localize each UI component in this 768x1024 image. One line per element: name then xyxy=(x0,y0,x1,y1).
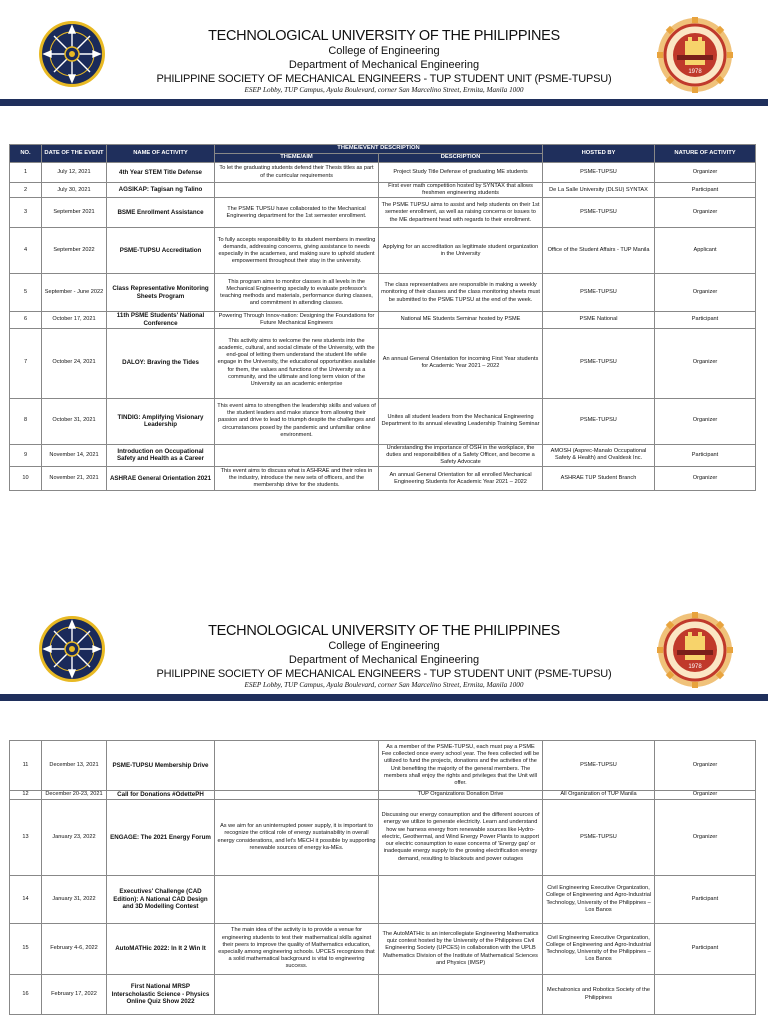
table-row xyxy=(10,163,756,183)
department-name: Department of Mechanical Engineering xyxy=(288,59,480,71)
cell-name: TINDIG: Amplifying Visionary Leadership xyxy=(107,398,215,444)
cell-theme: The main idea of the activity is to provide a venue for engineering students to test their mathematical skills against their peers to improve the quality of Mathematics education, especially among engineering schools. UPCES recognizes that a solid mathematical background is vital to engineering success. xyxy=(215,924,379,975)
cell-description: An annual General Orientation for incoming First Year students for Academic Year 2021 – 2022 xyxy=(379,328,543,398)
cell-date: November 14, 2021 xyxy=(42,444,107,467)
activities-table xyxy=(9,144,756,491)
cell-date: January 31, 2022 xyxy=(42,876,107,924)
document-page-2 xyxy=(0,595,768,1024)
cell-description: An annual General Orientation for all enrolled Mechanical Engineering Students for Academic Year 2021 – 2022 xyxy=(379,467,543,491)
cell-no: 9 xyxy=(10,444,42,467)
cell-date: September 2021 xyxy=(42,198,107,228)
cell-theme xyxy=(215,183,379,198)
cell-no: 10 xyxy=(10,467,42,491)
cell-no: 6 xyxy=(10,312,42,328)
cell-theme: To let the graduating students defend their Thesis titles as part of the curricular requirements xyxy=(215,163,379,183)
cell-name: ASHRAE General Orientation 2021 xyxy=(107,467,215,491)
cell-theme: The PSME TUPSU have collaborated to the Mechanical Engineering department for the 1st semester enrollment. xyxy=(215,198,379,228)
cell-nature: Applicant xyxy=(655,228,756,274)
cell-theme: Powering Through Innov-nation: Designing the Foundations for Future Mechanical Engineers xyxy=(215,312,379,328)
col-header-theme-group: THEME/EVENT DESCRIPTION xyxy=(215,145,543,154)
cell-nature: Organizer xyxy=(655,467,756,491)
cell-date: January 23, 2022 xyxy=(42,800,107,876)
cell-no: 13 xyxy=(10,800,42,876)
cell-theme: This event aims to strengthen the leadership skills and values of the student leaders and make stance from allowing their passion and drive to lead to triumph despite the challenges and circumstances posed by the pandemic and unfamiliar online environment. xyxy=(215,398,379,444)
cell-hosted: Mechatronics and Robotics Society of the Philippines xyxy=(543,975,655,1015)
cell-name: 4th Year STEM Title Defense xyxy=(107,163,215,183)
cell-theme: This activity aims to welcome the new students into the academic, cultural, and social climate of the University, with the end-goal of letting them understand the student life while engage in the University, the educational opportunities available for them, the values and functions of the University as a community, and the ultimate and long term vision of the University as an academic enterprise xyxy=(215,328,379,398)
cell-nature: Participant xyxy=(655,444,756,467)
cell-nature: Organizer xyxy=(655,398,756,444)
cell-date: October 31, 2021 xyxy=(42,398,107,444)
cell-no: 16 xyxy=(10,975,42,1015)
letterhead xyxy=(0,595,768,701)
cell-date: November 21, 2021 xyxy=(42,467,107,491)
cell-no: 12 xyxy=(10,791,42,800)
university-name: TECHNOLOGICAL UNIVERSITY OF THE PHILIPPINES xyxy=(208,623,560,639)
cell-name: 11th PSME Students' National Conference xyxy=(107,312,215,328)
cell-hosted: De La Salle University (DLSU) SYNTAX xyxy=(543,183,655,198)
cell-description xyxy=(379,876,543,924)
table-row xyxy=(10,924,756,975)
cell-theme xyxy=(215,444,379,467)
cell-nature: Participant xyxy=(655,183,756,198)
table-row xyxy=(10,312,756,328)
col-header-hosted: HOSTED BY xyxy=(543,145,655,163)
cell-hosted: PSME-TUPSU xyxy=(543,741,655,791)
cell-hosted: PSME-TUPSU xyxy=(543,398,655,444)
address: ESEP Lobby, TUP Campus, Ayala Boulevard, corner San Marcelino Street, Ermita, Manila 1000 xyxy=(244,681,524,689)
cell-no: 14 xyxy=(10,876,42,924)
table-row xyxy=(10,328,756,398)
cell-nature: Organizer xyxy=(655,800,756,876)
cell-nature: Organizer xyxy=(655,274,756,312)
table-row xyxy=(10,800,756,876)
cell-name: Class Representative Monitoring Sheets Program xyxy=(107,274,215,312)
cell-name: AGSIKAP: Tagisan ng Talino xyxy=(107,183,215,198)
cell-hosted: Office of the Student Affairs - TUP Manila xyxy=(543,228,655,274)
cell-nature: Organizer xyxy=(655,328,756,398)
table-row xyxy=(10,398,756,444)
cell-nature: Participant xyxy=(655,876,756,924)
cell-theme xyxy=(215,975,379,1015)
table-row xyxy=(10,975,756,1015)
table-row xyxy=(10,791,756,800)
col-header-no: NO. xyxy=(10,145,42,163)
cell-no: 8 xyxy=(10,398,42,444)
cell-name: First National MRSP Interscholastic Science - Physics Online Quiz Show 2022 xyxy=(107,975,215,1015)
table-row xyxy=(10,876,756,924)
cell-theme xyxy=(215,791,379,800)
cell-hosted: ASHRAE TUP Student Branch xyxy=(543,467,655,491)
cell-hosted: PSME-TUPSU xyxy=(543,800,655,876)
cell-theme: To fully accepts responsibility to its student members in meeting demands, addressing concerns, giving assistance to needs especially in the academes, and making sure to uphold student empowerment throughout their stay in the university. xyxy=(215,228,379,274)
cell-description xyxy=(379,975,543,1015)
cell-name: Introduction on Occupational Safety and Health as a Career xyxy=(107,444,215,467)
activities-table-continued xyxy=(9,740,756,1015)
college-name: College of Engineering xyxy=(328,640,440,652)
cell-date: July 30, 2021 xyxy=(42,183,107,198)
letterhead xyxy=(0,0,768,106)
cell-description: Understanding the importance of OSH in the workplace, the duties and responsibilities of a Safety Officer, and become a Safety Advocate xyxy=(379,444,543,467)
cell-date: October 24, 2021 xyxy=(42,328,107,398)
cell-date: February 17, 2022 xyxy=(42,975,107,1015)
cell-name: PSME-TUPSU Accreditation xyxy=(107,228,215,274)
tup-seal-icon xyxy=(38,20,106,93)
cell-description: First ever math competition hosted by SYNTAX that allows freshmen engineering students xyxy=(379,183,543,198)
cell-date: February 4-6, 2022 xyxy=(42,924,107,975)
cell-no: 7 xyxy=(10,328,42,398)
cell-description: The class representatives are responsible in making a weekly monitoring of their classes and the class monitoring sheets must be submitted to the PSME TUPSU at the end of the week. xyxy=(379,274,543,312)
cell-no: 2 xyxy=(10,183,42,198)
header-divider xyxy=(0,694,768,701)
college-name: College of Engineering xyxy=(328,45,440,57)
cell-description: Applying for an accreditation as legitimate student organization in the University xyxy=(379,228,543,274)
cell-hosted: Civil Engineering Executive Organization, College of Engineering and Agro-Industrial Technology, University of the Philippines – Los Banos xyxy=(543,924,655,975)
table-row xyxy=(10,741,756,791)
cell-hosted: PSME-TUPSU xyxy=(543,198,655,228)
cell-nature: Participant xyxy=(655,924,756,975)
cell-name: Executives' Challenge (CAD Edition): A National CAD Design and 3D Modelling Contest xyxy=(107,876,215,924)
cell-nature xyxy=(655,975,756,1015)
cell-date: October 17, 2021 xyxy=(42,312,107,328)
cell-description: TUP Organizations Donation Drive xyxy=(379,791,543,800)
cell-hosted: PSME-TUPSU xyxy=(543,328,655,398)
cell-nature: Organizer xyxy=(655,791,756,800)
society-name: PHILIPPINE SOCIETY OF MECHANICAL ENGINEERS - TUP STUDENT UNIT (PSME-TUPSU) xyxy=(156,668,612,680)
psme-seal-icon xyxy=(657,17,733,98)
cell-nature: Organizer xyxy=(655,198,756,228)
cell-hosted: All Organization of TUP Manila xyxy=(543,791,655,800)
svg-text:1978: 1978 xyxy=(688,664,702,670)
university-name: TECHNOLOGICAL UNIVERSITY OF THE PHILIPPINES xyxy=(208,28,560,44)
cell-no: 3 xyxy=(10,198,42,228)
address: ESEP Lobby, TUP Campus, Ayala Boulevard, corner San Marcelino Street, Ermita, Manila 1000 xyxy=(244,86,524,94)
cell-nature: Organizer xyxy=(655,741,756,791)
cell-date: September - June 2022 xyxy=(42,274,107,312)
cell-theme xyxy=(215,876,379,924)
col-header-nature: NATURE OF ACTIVITY xyxy=(655,145,756,163)
tup-seal-icon xyxy=(38,615,106,688)
header-divider xyxy=(0,99,768,106)
table-row xyxy=(10,228,756,274)
department-name: Department of Mechanical Engineering xyxy=(288,654,480,666)
cell-name: DALOY: Braving the Tides xyxy=(107,328,215,398)
table-row xyxy=(10,183,756,198)
cell-no: 5 xyxy=(10,274,42,312)
col-header-description: DESCRIPTION xyxy=(379,154,543,163)
cell-description: As a member of the PSME-TUPSU, each must pay a PSME Fee collected once every school year. The fees collected will be utilized to fund the projects, donations and the activities of the Unit benefiting the majority of the general members. The members shall enjoy the rights and privileges that the Unit will offer. xyxy=(379,741,543,791)
cell-hosted: Civil Engineering Executive Organization, College of Engineering and Agro-Industrial Technology, University of the Philippines – Los Banos xyxy=(543,876,655,924)
col-header-theme: THEME/AIM xyxy=(215,154,379,163)
cell-date: December 13, 2021 xyxy=(42,741,107,791)
cell-name: PSME-TUPSU Membership Drive xyxy=(107,741,215,791)
cell-date: December 20-23, 2021 xyxy=(42,791,107,800)
col-header-name: NAME OF ACTIVITY xyxy=(107,145,215,163)
cell-description: Unites all student leaders from the Mechanical Engineering Department to its annual elevating Leadership Training Seminar xyxy=(379,398,543,444)
cell-description: The AutoMATHic is an intercollegiate Engineering Mathematics quiz contest hosted by the University of the Philippines Civil Engineering Society (UPCES) in collaboration with the UPLB Mathematics Division of the Institute of Mathematical Sciences and Physics (IMSP) xyxy=(379,924,543,975)
cell-no: 11 xyxy=(10,741,42,791)
table-row xyxy=(10,274,756,312)
cell-description: Discussing our energy consumption and the different sources of energy we utilize to generate electricity. Learn and understand how we harness energy from renewable sources like Hydro-electric, Geothermal, and Wind Energy Power Plants to support our electric consumption to ease concerns of 'Energy gap' or inadequate energy supply to the growing electrification energy demand, resulting to blackouts and power outages xyxy=(379,800,543,876)
cell-date: September 2022 xyxy=(42,228,107,274)
table-row xyxy=(10,444,756,467)
cell-date: July 12, 2021 xyxy=(42,163,107,183)
cell-name: BSME Enrollment Assistance xyxy=(107,198,215,228)
cell-no: 1 xyxy=(10,163,42,183)
cell-no: 4 xyxy=(10,228,42,274)
cell-theme xyxy=(215,741,379,791)
cell-theme: This program aims to monitor classes in all levels in the Mechanical Engineering specially to evaluate professor's teaching methods and materials, performance during classes, and commitment in attending classes. xyxy=(215,274,379,312)
svg-text:1978: 1978 xyxy=(688,69,702,75)
cell-no: 15 xyxy=(10,924,42,975)
cell-name: Call for Donations #OdettePH xyxy=(107,791,215,800)
cell-hosted: PSME-TUPSU xyxy=(543,274,655,312)
table-header-row xyxy=(10,145,756,154)
cell-hosted: PSME-TUPSU xyxy=(543,163,655,183)
cell-description: The PSME TUPSU aims to assist and help students on their 1st semester enrollment, as well as raising concerns or issues to the ME department head with regards to their enrollment. xyxy=(379,198,543,228)
psme-seal-icon xyxy=(657,612,733,693)
cell-name: ENGAGE: The 2021 Energy Forum xyxy=(107,800,215,876)
cell-name: AutoMATHic 2022: In It 2 Win It xyxy=(107,924,215,975)
cell-hosted: AMOSH (Asprec-Manalo Occupational Safety & Health) and Ovaldesk Inc. xyxy=(543,444,655,467)
cell-theme: This event aims to discuss what is ASHRAE and their roles in the industry, introduce the new sets of officers, and the membership drive for the students. xyxy=(215,467,379,491)
cell-nature: Organizer xyxy=(655,163,756,183)
cell-theme: As we aim for an uninterrupted power supply, it is important to recognize the critical role of energy sustainability in overall energy considerations, and let's MECH it possible by supporting renewable sources of energy ka-MEs. xyxy=(215,800,379,876)
cell-description: National ME Students Seminar hosted by PSME xyxy=(379,312,543,328)
cell-nature: Participant xyxy=(655,312,756,328)
society-name: PHILIPPINE SOCIETY OF MECHANICAL ENGINEERS - TUP STUDENT UNIT (PSME-TUPSU) xyxy=(156,73,612,85)
cell-hosted: PSME National xyxy=(543,312,655,328)
col-header-date: DATE OF THE EVENT xyxy=(42,145,107,163)
table-row xyxy=(10,198,756,228)
table-row xyxy=(10,467,756,491)
cell-description: Project Study Title Defense of graduating ME students xyxy=(379,163,543,183)
